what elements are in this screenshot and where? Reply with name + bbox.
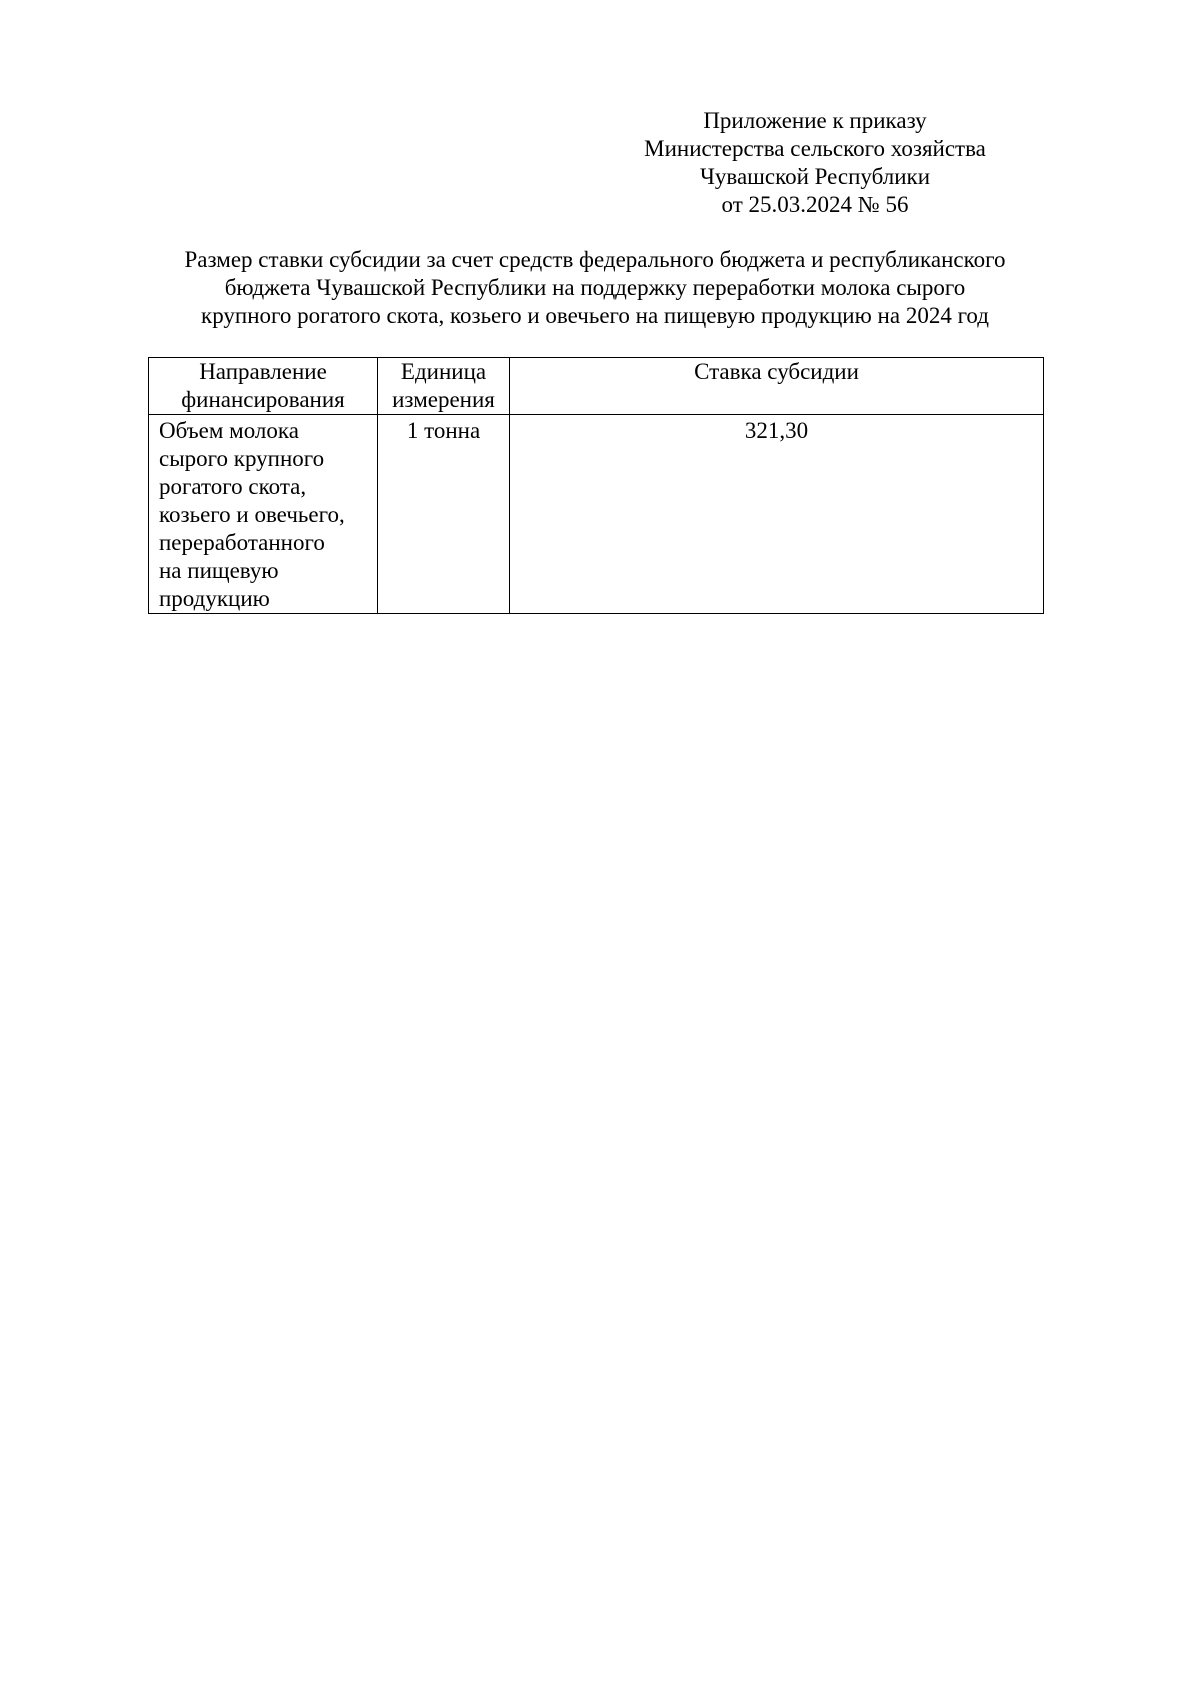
header-rate	[510, 358, 1044, 415]
cell-line: 321,30	[744, 418, 809, 443]
title-line: бюджета Чувашской Республики на поддержку переработки молока сырого	[224, 275, 966, 300]
cell-direction	[149, 415, 378, 614]
title-line: Размер ставки субсидии за счет средств федерального бюджета и республиканского	[184, 247, 1006, 272]
cell-unit	[378, 415, 510, 614]
approval-line: Чувашской Республики	[699, 164, 931, 189]
cell-line: 1 тонна	[406, 418, 481, 443]
cell-line: сырого крупного	[159, 446, 325, 471]
document-title	[140, 246, 1050, 330]
cell-rate	[510, 415, 1044, 614]
approval-line: Приложение к приказу	[703, 108, 927, 133]
header-text: измерения	[392, 387, 495, 412]
cell-line: переработанного	[159, 530, 325, 555]
header-unit	[378, 358, 510, 415]
header-text: финансирования	[181, 387, 345, 412]
cell-line: продукцию	[159, 586, 270, 611]
table-row	[149, 415, 1044, 614]
header-text: Единица	[400, 359, 487, 384]
cell-line: на пищевую	[159, 558, 279, 583]
approval-line: Министерства сельского хозяйства	[644, 136, 986, 161]
header-text: Направление	[199, 359, 327, 384]
header-direction	[149, 358, 378, 415]
subsidy-table	[148, 357, 1044, 614]
title-line: крупного рогатого скота, козьего и овечьего на пищевую продукцию на 2024 год	[201, 303, 989, 328]
cell-line: козьего и овечьего,	[159, 502, 345, 527]
header-text: Ставка субсидии	[694, 359, 859, 384]
table-header-row	[149, 358, 1044, 415]
cell-line: рогатого скота,	[159, 474, 307, 499]
approval-header	[600, 107, 1030, 219]
approval-line: от 25.03.2024 № 56	[721, 192, 909, 217]
cell-line: Объем молока	[159, 418, 299, 443]
